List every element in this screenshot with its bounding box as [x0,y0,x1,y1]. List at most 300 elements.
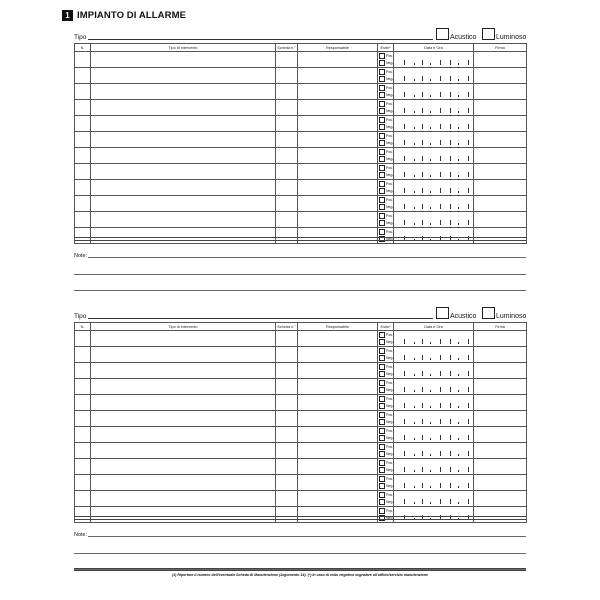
data-ora-cell[interactable] [394,347,474,363]
table-cell[interactable] [298,379,378,395]
tick-mark [440,435,441,440]
esito-cell[interactable] [378,100,394,116]
tick-mark [440,467,441,472]
tick-mark [430,95,431,97]
esito-neg-checkbox[interactable] [379,467,385,473]
esito-cell[interactable] [378,347,394,363]
tick-mark [404,435,405,440]
table-cell[interactable] [474,148,527,164]
table-cell[interactable] [276,443,298,459]
tick-mark [404,387,405,392]
table-cell[interactable] [75,100,91,116]
table-cell[interactable] [298,212,378,228]
table-cell[interactable] [298,196,378,212]
table-cell[interactable] [474,212,527,228]
table-cell[interactable] [276,100,298,116]
table-cell[interactable] [298,116,378,132]
table-cell[interactable] [91,116,276,132]
tipo-input-line[interactable] [88,39,433,40]
table-cell[interactable] [276,347,298,363]
table-cell[interactable] [474,379,527,395]
date-time-ticks [394,347,473,362]
esito-pos-checkbox[interactable] [379,101,385,107]
esito-pos-checkbox[interactable] [379,348,385,354]
esito-neg-checkbox[interactable] [379,355,385,361]
data-ora-cell[interactable] [394,196,474,212]
table-cell[interactable] [276,228,298,244]
table-cell[interactable] [75,228,91,244]
data-ora-cell[interactable] [394,379,474,395]
table-cell[interactable] [474,100,527,116]
esito-pos-checkbox[interactable] [379,332,385,338]
table-cell[interactable] [298,459,378,475]
esito-pos-label: Pos. [386,476,394,481]
esito-cell[interactable] [378,148,394,164]
esito-pos-checkbox[interactable] [379,117,385,123]
table-cell[interactable] [276,180,298,196]
table-cell[interactable] [276,84,298,100]
table-cell[interactable] [276,491,298,507]
table-cell[interactable] [276,475,298,491]
esito-pos-checkbox[interactable] [379,508,385,514]
table-cell[interactable] [298,68,378,84]
table-cell[interactable] [474,427,527,443]
data-ora-cell[interactable] [394,443,474,459]
table-cell[interactable] [276,212,298,228]
tick-mark [450,435,451,440]
table-cell[interactable] [91,475,276,491]
date-time-ticks [394,363,473,378]
table-cell[interactable] [91,411,276,427]
table-cell[interactable] [298,491,378,507]
esito-pos-label: Pos. [386,444,394,449]
esito-cell[interactable] [378,132,394,148]
esito-pos-checkbox[interactable] [379,492,385,498]
tick-mark [414,191,415,193]
tick-mark [414,63,415,65]
esito-neg-checkbox[interactable] [379,140,385,146]
data-ora-cell[interactable] [394,68,474,84]
table-cell[interactable] [91,164,276,180]
table-cell[interactable] [75,52,91,68]
table-cell[interactable] [91,395,276,411]
esito-neg [378,92,393,100]
tick-mark [440,156,441,161]
esito-cell[interactable] [378,84,394,100]
esito-pos-checkbox[interactable] [379,85,385,91]
date-time-ticks [394,379,473,394]
esito-cell[interactable] [378,491,394,507]
esito-cell[interactable] [378,331,394,347]
table-cell[interactable] [298,427,378,443]
table-cell[interactable] [91,491,276,507]
note-line[interactable] [88,536,526,537]
table-cell[interactable] [474,443,527,459]
table-cell[interactable] [91,180,276,196]
tick-mark [468,467,469,472]
table-cell[interactable] [276,196,298,212]
column-header: Scheda n.° [277,45,296,50]
table-cell[interactable] [75,491,91,507]
esito-pos-label: Pos. [386,460,394,465]
table-cell[interactable] [75,180,91,196]
table-cell[interactable] [298,363,378,379]
table-cell[interactable] [91,148,276,164]
table-cell[interactable] [91,379,276,395]
tick-mark [440,124,441,129]
table-cell[interactable] [276,132,298,148]
table-cell[interactable] [75,507,91,523]
table-cell[interactable] [91,68,276,84]
data-ora-cell[interactable] [394,475,474,491]
table-cell[interactable] [75,443,91,459]
esito-pos-checkbox[interactable] [379,476,385,482]
date-time-ticks [394,212,473,227]
table-cell[interactable] [298,100,378,116]
data-ora-cell[interactable] [394,395,474,411]
esito-pos-checkbox[interactable] [379,444,385,450]
tick-mark [458,390,459,392]
esito-neg-checkbox[interactable] [379,172,385,178]
table-cell[interactable] [75,411,91,427]
table-cell[interactable] [474,84,527,100]
esito-pos-checkbox[interactable] [379,53,385,59]
data-ora-cell[interactable] [394,52,474,68]
tipo-label: Tipo [74,34,87,41]
esito-neg-checkbox[interactable] [379,188,385,194]
table-cell[interactable] [91,212,276,228]
esito-options [378,491,393,506]
table-cell[interactable] [75,459,91,475]
table-cell[interactable] [75,395,91,411]
tick-mark [458,223,459,225]
table-cell[interactable] [474,180,527,196]
table-cell[interactable] [91,427,276,443]
tick-mark [440,355,441,360]
table-cell[interactable] [298,180,378,196]
table-cell[interactable] [298,52,378,68]
tick-mark [422,419,423,424]
table-cell[interactable] [276,116,298,132]
esito-cell[interactable] [378,507,394,523]
tick-mark [450,387,451,392]
table-cell[interactable] [298,475,378,491]
esito-pos-checkbox[interactable] [379,149,385,155]
esito-options [378,164,393,179]
esito-cell[interactable] [378,459,394,475]
table-cell[interactable] [298,164,378,180]
table-cell[interactable] [75,68,91,84]
table-cell[interactable] [75,148,91,164]
tick-mark [430,79,431,81]
esito-neg-checkbox[interactable] [379,108,385,114]
esito-cell[interactable] [378,228,394,244]
luminoso-label: Luminoso [496,313,527,320]
tick-mark [440,387,441,392]
esito-neg-checkbox[interactable] [379,339,385,345]
table-cell[interactable] [474,68,527,84]
tick-mark [414,79,415,81]
data-ora-cell[interactable] [394,180,474,196]
esito-neg [378,451,393,459]
table-cell[interactable] [91,84,276,100]
table-cell[interactable] [91,228,276,244]
data-ora-cell[interactable] [394,84,474,100]
table-cell[interactable] [474,196,527,212]
table-cell[interactable] [474,132,527,148]
tick-mark [422,156,423,161]
date-time-ticks [394,331,473,346]
esito-pos-checkbox[interactable] [379,181,385,187]
esito-pos-checkbox[interactable] [379,428,385,434]
esito-options [378,132,393,147]
table-cell[interactable] [298,132,378,148]
table-cell[interactable] [75,84,91,100]
table-cell[interactable] [91,363,276,379]
esito-pos-checkbox[interactable] [379,460,385,466]
luminoso-checkbox[interactable] [482,307,495,319]
table-cell[interactable] [276,427,298,443]
data-ora-cell[interactable] [394,507,474,523]
esito-options [378,68,393,83]
data-ora-cell[interactable] [394,228,474,244]
table-cell[interactable] [474,411,527,427]
tick-mark [422,92,423,97]
table-cell[interactable] [298,347,378,363]
table-cell[interactable] [91,331,276,347]
esito-neg-label: Neg. [386,436,394,441]
esito-neg-checkbox[interactable] [379,204,385,210]
esito-cell[interactable] [378,196,394,212]
table-cell[interactable] [474,459,527,475]
table-cell[interactable] [91,347,276,363]
esito-pos-label: Pos. [386,149,394,154]
esito-pos-checkbox[interactable] [379,364,385,370]
table-cell[interactable] [75,427,91,443]
tick-mark [450,76,451,81]
table-cell[interactable] [75,379,91,395]
data-ora-cell[interactable] [394,132,474,148]
tick-mark [414,454,415,456]
esito-cell[interactable] [378,363,394,379]
note-line[interactable] [88,257,526,258]
table-cell[interactable] [91,459,276,475]
esito-cell[interactable] [378,379,394,395]
esito-cell[interactable] [378,68,394,84]
tick-mark [422,483,423,488]
tick-mark [468,124,469,129]
esito-cell[interactable] [378,395,394,411]
acustico-checkbox[interactable] [436,28,449,40]
table-cell[interactable] [75,331,91,347]
esito-cell[interactable] [378,411,394,427]
luminoso-checkbox[interactable] [482,28,495,40]
esito-cell[interactable] [378,164,394,180]
tick-mark [468,483,469,488]
esito-neg-checkbox[interactable] [379,220,385,226]
table-cell[interactable] [298,395,378,411]
table-cell[interactable] [474,331,527,347]
esito-cell[interactable] [378,427,394,443]
data-ora-cell[interactable] [394,116,474,132]
esito-cell[interactable] [378,475,394,491]
date-time-ticks [394,228,473,243]
esito-neg-checkbox[interactable] [379,92,385,98]
data-ora-cell[interactable] [394,363,474,379]
tick-mark [422,355,423,360]
esito-cell[interactable] [378,212,394,228]
tick-mark [422,371,423,376]
table-cell[interactable] [276,395,298,411]
tipo-input-line[interactable] [88,318,433,319]
esito-neg-checkbox[interactable] [379,403,385,409]
tick-mark [450,156,451,161]
table-cell[interactable] [75,475,91,491]
esito-neg-checkbox[interactable] [379,124,385,130]
acustico-checkbox[interactable] [436,307,449,319]
esito-pos-checkbox[interactable] [379,197,385,203]
table-cell[interactable] [91,52,276,68]
tick-mark [422,76,423,81]
esito-pos-checkbox[interactable] [379,165,385,171]
esito-pos-checkbox[interactable] [379,229,385,235]
column-header: Esito* [378,323,394,331]
table-cell[interactable] [474,491,527,507]
table-cell[interactable] [298,411,378,427]
table-cell[interactable] [91,196,276,212]
table-cell[interactable] [276,68,298,84]
esito-options [378,347,393,362]
table-cell[interactable] [276,507,298,523]
esito-cell[interactable] [378,443,394,459]
tick-mark [458,374,459,376]
esito-pos [378,347,393,355]
table-cell[interactable] [474,395,527,411]
table-cell[interactable] [474,116,527,132]
table-cell[interactable] [75,212,91,228]
data-ora-cell[interactable] [394,164,474,180]
table-cell[interactable] [298,228,378,244]
tick-mark [468,339,469,344]
tick-mark [414,502,415,504]
table-cell[interactable] [298,507,378,523]
luminoso-label: Luminoso [496,34,527,41]
data-ora-cell[interactable] [394,331,474,347]
table-cell[interactable] [75,164,91,180]
table-cell[interactable] [298,148,378,164]
table-cell[interactable] [474,363,527,379]
table-cell[interactable] [276,164,298,180]
table-cell[interactable] [91,507,276,523]
esito-neg [378,76,393,84]
note-line[interactable] [74,274,526,275]
tick-mark [458,63,459,65]
date-time-ticks [394,84,473,99]
esito-neg-checkbox[interactable] [379,435,385,441]
esito-neg [378,355,393,363]
table-cell[interactable] [75,347,91,363]
table-cell[interactable] [474,475,527,491]
esito-neg-checkbox[interactable] [379,387,385,393]
table-cell[interactable] [276,411,298,427]
table-cell[interactable] [91,443,276,459]
table-row [75,68,527,84]
table-cell[interactable] [276,459,298,475]
table-cell[interactable] [474,228,527,244]
date-time-ticks [394,459,473,474]
table-cell[interactable] [298,84,378,100]
table-cell[interactable] [474,507,527,523]
esito-neg-checkbox[interactable] [379,60,385,66]
esito-neg-label: Neg. [386,356,394,361]
table-cell[interactable] [474,164,527,180]
tick-mark [404,339,405,344]
esito-pos-checkbox[interactable] [379,396,385,402]
esito-pos-checkbox[interactable] [379,69,385,75]
table-cell[interactable] [75,132,91,148]
table-cell[interactable] [276,52,298,68]
note-line[interactable] [74,553,526,554]
data-ora-cell[interactable] [394,411,474,427]
table-cell[interactable] [91,132,276,148]
esito-neg [378,387,393,395]
table-cell[interactable] [75,363,91,379]
esito-cell[interactable] [378,116,394,132]
table-cell[interactable] [474,347,527,363]
table-cell[interactable] [298,443,378,459]
note-line[interactable] [74,290,526,291]
esito-neg-checkbox[interactable] [379,499,385,505]
tick-mark [404,419,405,424]
table-cell[interactable] [75,196,91,212]
table-cell[interactable] [298,331,378,347]
esito-pos-checkbox[interactable] [379,412,385,418]
tick-mark [404,60,405,65]
data-ora-cell[interactable] [394,491,474,507]
esito-neg-checkbox[interactable] [379,451,385,457]
esito-neg-checkbox[interactable] [379,76,385,82]
esito-pos-label: Pos. [386,85,394,90]
esito-pos-checkbox[interactable] [379,213,385,219]
tick-mark [450,188,451,193]
esito-cell[interactable] [378,180,394,196]
data-ora-cell[interactable] [394,100,474,116]
tick-mark [414,207,415,209]
section-number-badge: 1 [62,10,73,21]
table-cell[interactable] [276,379,298,395]
table-cell[interactable] [75,116,91,132]
table-cell[interactable] [474,52,527,68]
table-cell[interactable] [276,363,298,379]
esito-neg-checkbox[interactable] [379,156,385,162]
data-ora-cell[interactable] [394,427,474,443]
data-ora-cell[interactable] [394,212,474,228]
esito-neg-checkbox[interactable] [379,371,385,377]
table-cell[interactable] [91,100,276,116]
table-cell[interactable] [276,148,298,164]
tick-mark [404,92,405,97]
esito-neg-checkbox[interactable] [379,483,385,489]
data-ora-cell[interactable] [394,459,474,475]
esito-cell[interactable] [378,52,394,68]
esito-pos-checkbox[interactable] [379,133,385,139]
esito-pos-checkbox[interactable] [379,380,385,386]
tick-mark [430,111,431,113]
table-cell[interactable] [276,331,298,347]
esito-neg-checkbox[interactable] [379,419,385,425]
data-ora-cell[interactable] [394,148,474,164]
tick-mark [440,371,441,376]
